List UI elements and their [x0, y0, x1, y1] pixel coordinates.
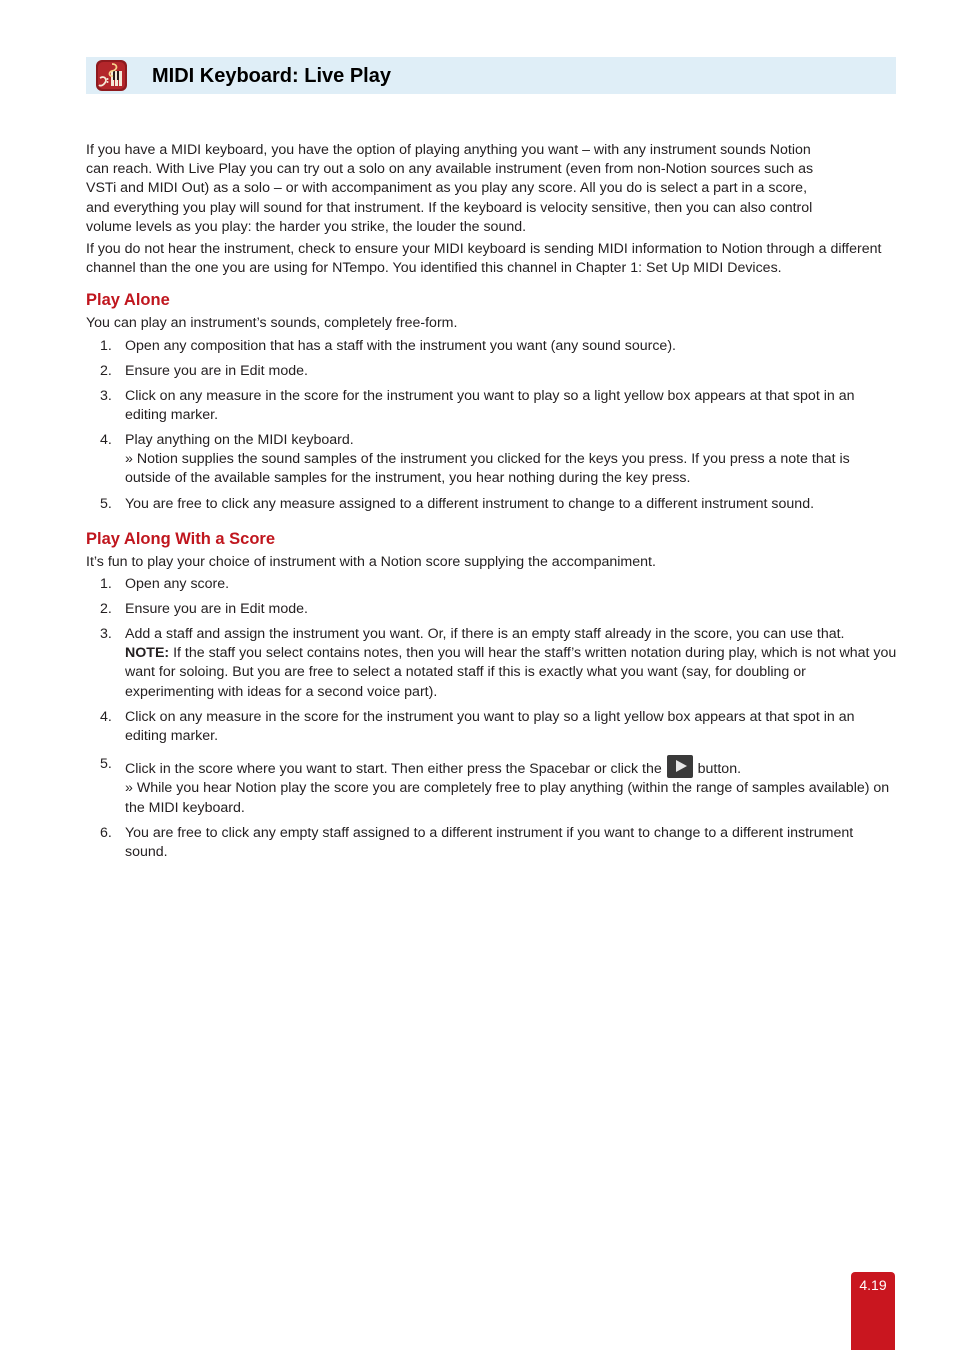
step-text-after: button.: [693, 761, 742, 778]
list-item: [86, 824, 898, 862]
step-result: » Notion supplies the sound samples of the instrument you clicked for the keys you press. If you press a note that is outside of the available samples for the instrument, you hear nothing during the key press.: [125, 451, 850, 487]
step-text: Play anything on the MIDI keyboard.: [125, 432, 354, 448]
step-number: 5.: [100, 495, 112, 512]
play-icon: [667, 755, 693, 778]
step-text: Ensure you are in Edit mode.: [125, 600, 308, 617]
page-title: MIDI Keyboard: Live Play: [152, 65, 391, 87]
step-text: Click in the score where you want to start. Then either press the Spacebar or click the: [125, 761, 666, 778]
list-item: [86, 708, 898, 746]
section-heading-play-alone: Play Alone: [86, 291, 170, 310]
step-text: Open any score.: [125, 575, 230, 592]
step-text: Open any composition that has a staff with the instrument you want (any sound source).: [125, 337, 676, 354]
step-number: 4.: [100, 432, 112, 448]
step-number: 1.: [100, 575, 112, 592]
step-number: 2.: [100, 362, 112, 379]
step-number: 2.: [100, 600, 112, 617]
list-item: [86, 362, 898, 381]
list-item: [86, 575, 898, 594]
steps-list-play-alone: [86, 337, 898, 514]
step-number: 6.: [100, 824, 112, 841]
section-heading-play-along: Play Along With a Score: [86, 529, 276, 548]
page-number-tab: [851, 1272, 895, 1350]
list-item: [86, 495, 898, 514]
note-label: NOTE:: [125, 645, 170, 662]
step-number: 3.: [100, 387, 112, 404]
step-number: 5.: [100, 756, 112, 773]
step-text: Click on any measure in the score for the instrument you want to play so a light yellow box appears at that spot in an editing marker.: [125, 387, 855, 423]
step-number: 1.: [100, 337, 112, 354]
section-intro-play-along: It’s fun to play your choice of instrument with a Notion score supplying the accompaniment.: [86, 553, 656, 570]
step-text: Add a staff and assign the instrument you want. Or, if there is an empty staff already in the score, you can use that.: [125, 625, 845, 642]
step-result: » While you hear Notion play the score you are completely free to play anything (within the range of samples available) on the MIDI keyboard.: [125, 780, 890, 816]
intro-paragraph-2: If you do not hear the instrument, check to ensure your MIDI keyboard is sending MIDI information to Notion through a different channel than the one you are using for NTempo. You identified this channel in Chapter 1: Set Up MIDI Devices.: [86, 241, 882, 277]
list-item: [86, 755, 898, 818]
list-item: [86, 625, 898, 702]
list-item: [86, 600, 898, 619]
note-text: If the staff you select contains notes, then you will hear the staff’s written notation during play, which is not what you want for soloing. But you are free to select a notated staff if this is exactly what you want (say, for doubling or experimenting with ideas for a second voice part).: [125, 645, 897, 700]
list-item: [86, 431, 898, 489]
section-header: [86, 57, 896, 94]
step-text: You are free to click any empty staff assigned to a different instrument if you want to change to a different instrument sound.: [125, 824, 854, 860]
step-number: 4.: [100, 708, 112, 725]
list-item: [86, 387, 898, 425]
intro-paragraph-1: If you have a MIDI keyboard, you have the option of playing anything you want – with any instrument sounds Notion can reach. With Live Play you can try out a solo on any available instrument (even from non-Notion sources such as VSTi and MIDI Out) as a solo – or with accompaniment as you play any score. All you do is select a part in a score, and everything you play will sound for that instrument. If the keyboard is velocity sensitive, then you can also control volume levels as you play: the harder you strike, the louder the sound.: [86, 142, 814, 235]
list-item: [86, 337, 898, 356]
step-number: 3.: [100, 625, 112, 642]
steps-list-play-along: [86, 575, 898, 862]
notion-app-icon: [96, 60, 127, 91]
step-text: You are free to click any measure assigned to a different instrument to change to a different instrument sound.: [125, 495, 815, 512]
page-number: 4.19: [859, 1277, 887, 1293]
main-content: [86, 141, 898, 862]
step-text: Click on any measure in the score for the instrument you want to play so a light yellow box appears at that spot in an editing marker.: [125, 708, 855, 744]
step-text: Ensure you are in Edit mode.: [125, 362, 308, 379]
section-intro-play-alone: You can play an instrument’s sounds, completely free-form.: [86, 315, 458, 332]
